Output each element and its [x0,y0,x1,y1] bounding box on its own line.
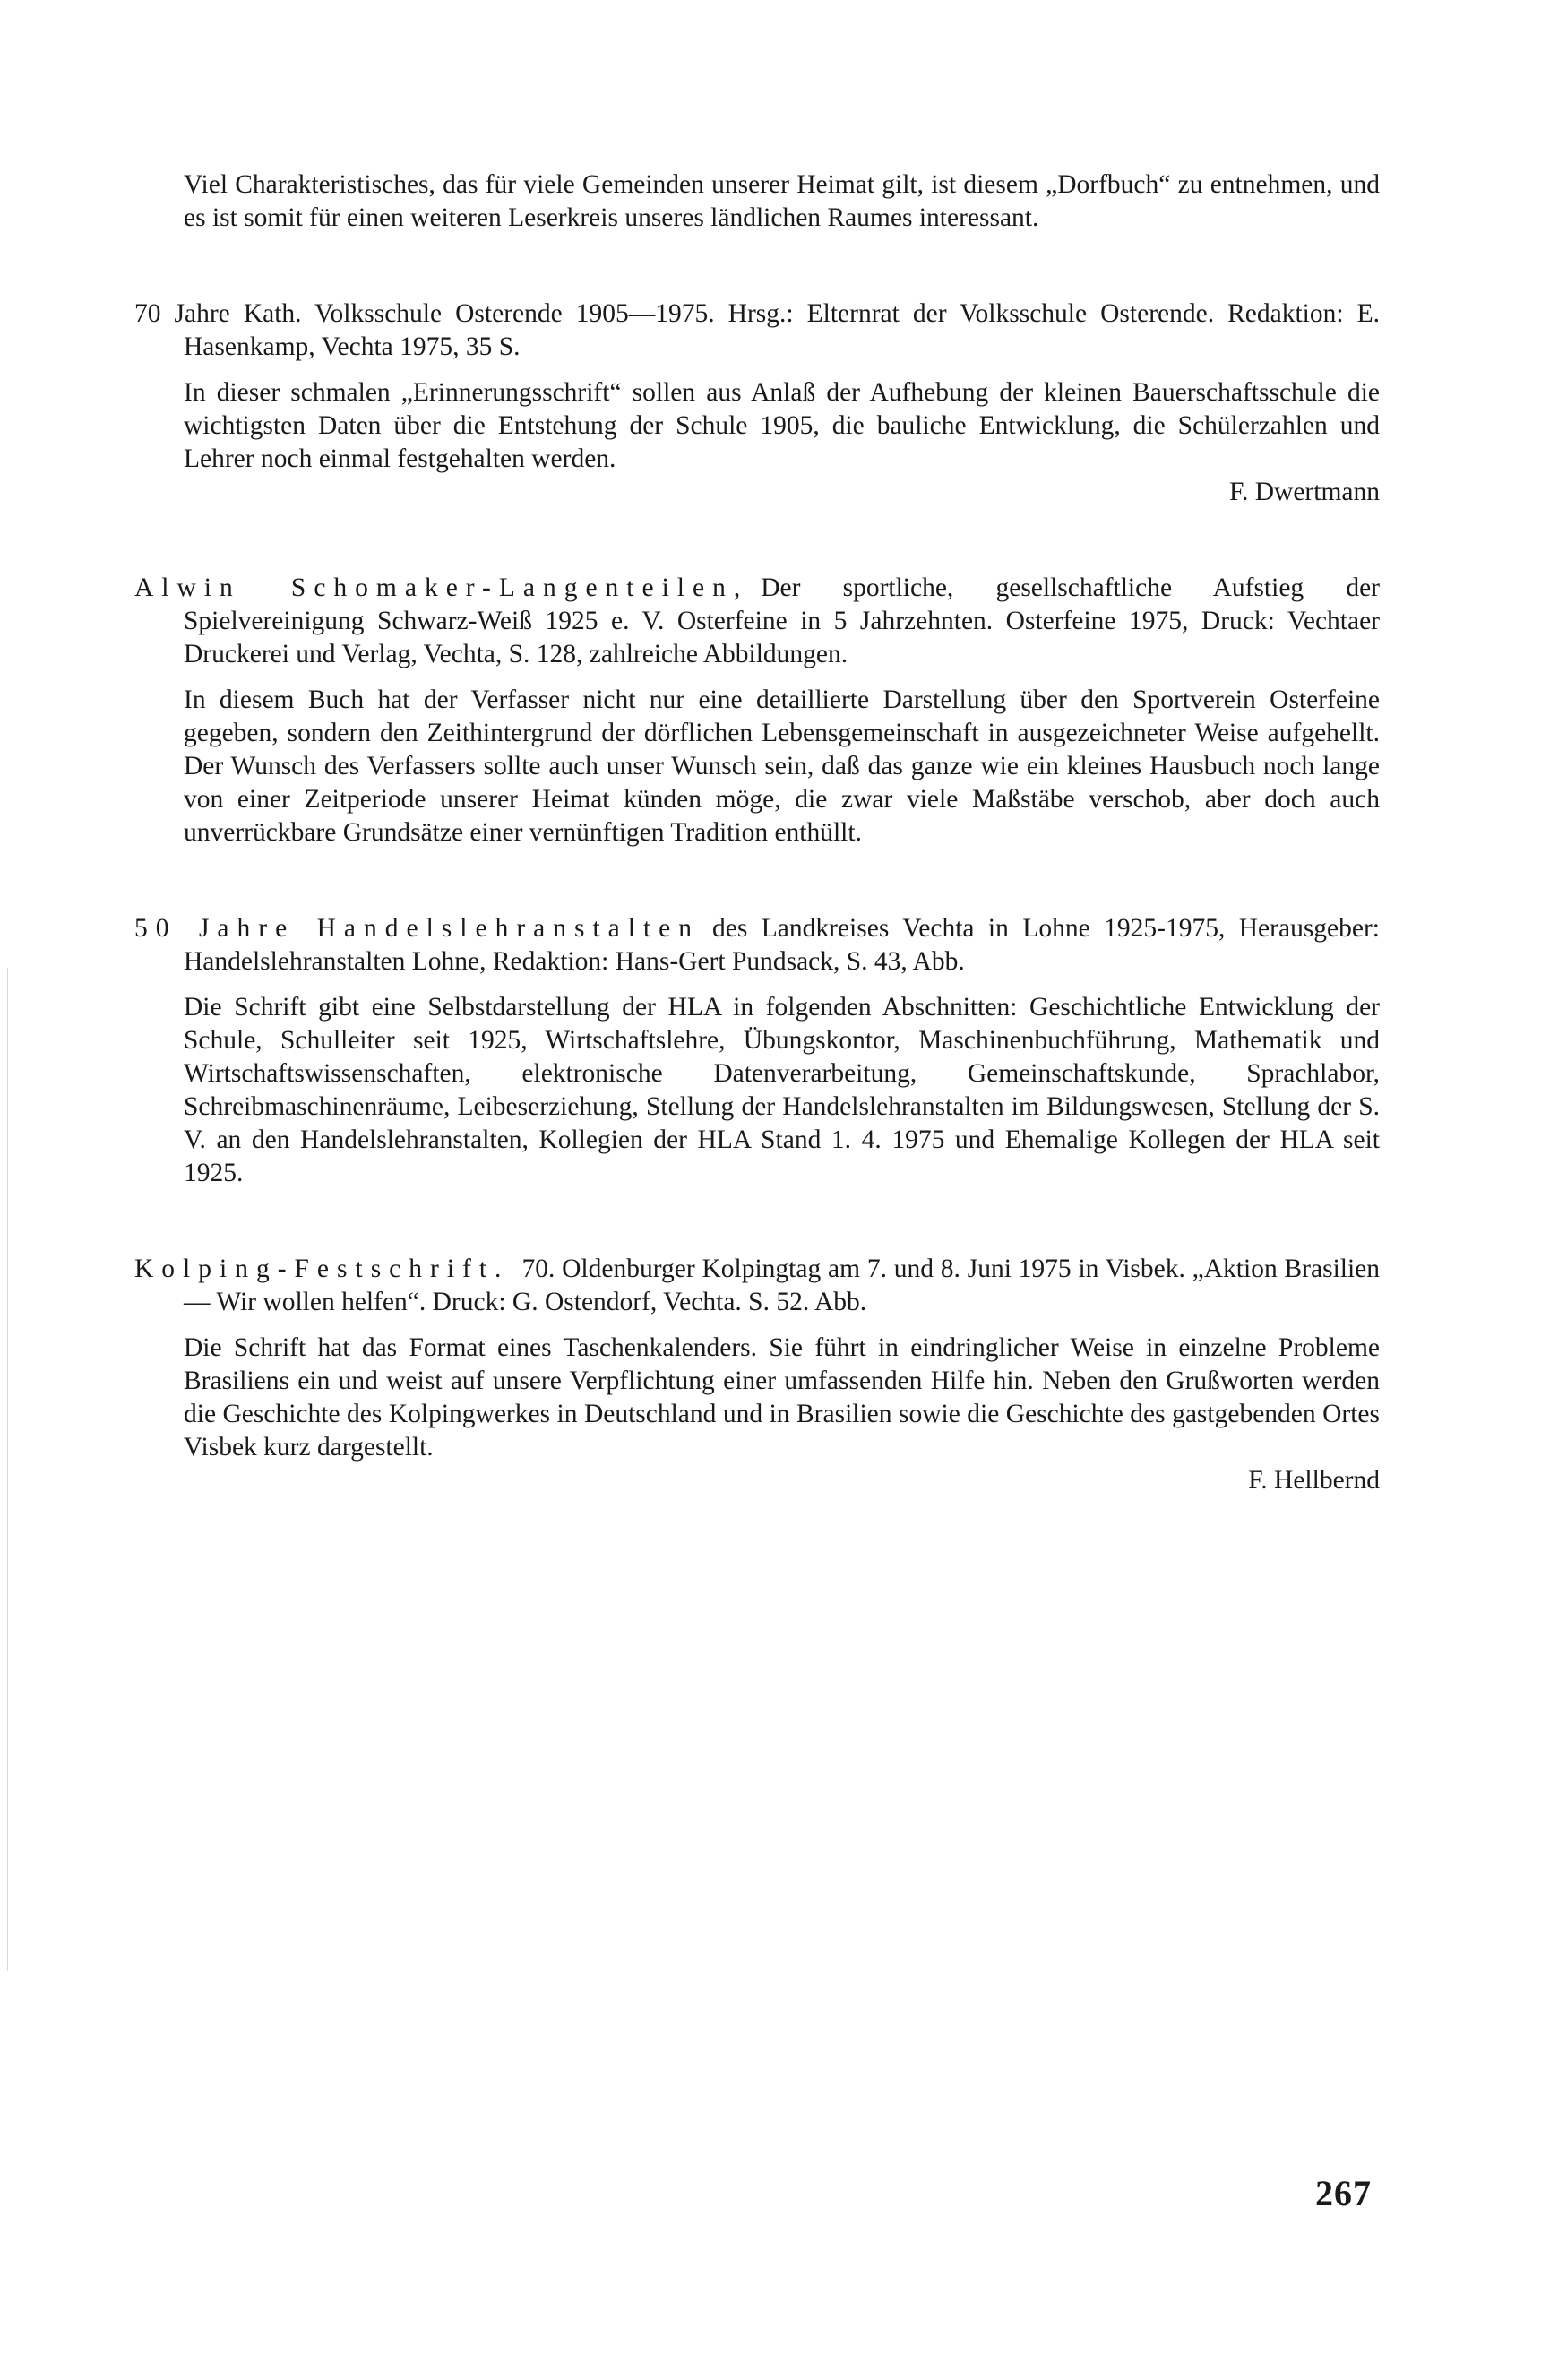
entry-review: In dieser schmalen „Erinnerungsschrift“ sollen aus Anlaß der Aufhebung der kleinen Bauerschaftsschule die wichtigsten Daten über die Entstehung der Schule 1905, die bauliche Entwicklung, die Schülerzahlen und Lehrer noch einmal festgehalten werden. [184,378,1380,473]
entry-review: Die Schrift gibt eine Selbstdarstellung der HLA in folgenden Abschnitten: Geschichtliche Entwicklung der Schule, Schulleiter seit 1925, Wirtschaftslehre, Übungskontor, Maschinenbuchführung, Mathematik und Wirtschaftswissenschaften, elektronische Datenverarbeitung, Gemeinschaftskunde, Sprachlabor, Schreibmaschinenräume, Leibeserziehung, Stellung der Handelslehranstalten im Bildungswesen, Stellung der S. V. an den Handelslehranstalten, Kollegien der HLA Stand 1. 4. 1975 und Ehemalige Kollegen der HLA seit 1925. [184,993,1380,1187]
entry-title: 50 Jahre Handelslehranstalten [134,914,701,943]
bibliography-entry [134,298,1380,509]
entry-heading [134,1253,1380,1319]
entry-review: Die Schrift hat das Format eines Taschenkalenders. Sie führt in eindringlicher Weise in einzelne Probleme Brasiliens ein und weist auf unsere Verpflichtung einer umfassenden Hilfe hin. Neben den Grußworten werden die Geschichte des Kolpingwerkes in Deutschland und in Brasilien sowie die Geschichte des gastgebenden Ortes Visbek kurz dargestellt. [184,1333,1380,1462]
entry-review: In diesem Buch hat der Verfasser nicht nur eine detaillierte Darstellung über den Sportverein Osterfeine gegeben, sondern den Zeithintergrund der dörflichen Lebensgemeinschaft in ausgezeichneter Weise aufgehellt. Der Wunsch des Verfassers sollte auch unser Wunsch sein, daß das ganze wie ein kleines Hausbuch noch lange von einer Zeitperiode unserer Heimat künden möge, die zwar viele Maßstäbe verschob, aber doch auch unverrückbare Grundsätze einer vernünftigen Tradition enthüllt. [184,686,1380,847]
page-content [134,168,1380,1497]
page-number: 267 [1315,2173,1372,2213]
bibliography-entry [134,1253,1380,1497]
bibliography-entry [134,572,1380,849]
entry-heading [134,298,1380,364]
entry-heading [134,912,1380,979]
entry-heading-text: Der sportliche, gesellschaftliche Aufstieg der Spielvereinigung Schwarz-Weiß 1925 e. V. Osterfeine in 5 Jahrzehnten. Osterfeine 1975, Druck: Vechtaer Druckerei und Verlag, Vechta, S. 128, zahlreiche Abbildungen. [184,573,1381,668]
reviewer-signature: F. Dwertmann [1228,478,1380,506]
reviewer-signature: F. Hellbernd [1248,1466,1380,1495]
entry-heading-text: des Landkreises Vechta in Lohne 1925-1975, Herausgeber: Handelslehranstalten Lohne, Redaktion: Hans-Gert Pundsack, S. 43, Abb. [184,914,1381,976]
entry-title: Kolping-Festschrift. [134,1255,510,1283]
entry-heading-text: 70 Jahre Kath. Volksschule Osterende 1905—1975. Hrsg.: Elternrat der Volksschule Osterende. Redaktion: E. Hasenkamp, Vechta 1975, 35 S. [134,299,1380,361]
entry-heading-text: 70. Oldenburger Kolpingtag am 7. und 8. Juni 1975 in Visbek. „Aktion Brasilien — Wir wollen helfen“. Druck: G. Ostendorf, Vechta. S. 52. Abb. [184,1255,1380,1316]
entry-author: Alwin Schomaker-Langenteilen, [134,573,749,602]
intro-paragraph: Viel Charakteristisches, das für viele Gemeinden unserer Heimat gilt, ist diesem „Dorfbuch“ zu entnehmen, und es ist somit für einen weiteren Leserkreis unseres ländlichen Raumes interessant. [184,170,1380,232]
scan-margin-line [7,968,8,1971]
bibliography-entry [134,912,1380,1190]
entry-heading [134,572,1380,671]
